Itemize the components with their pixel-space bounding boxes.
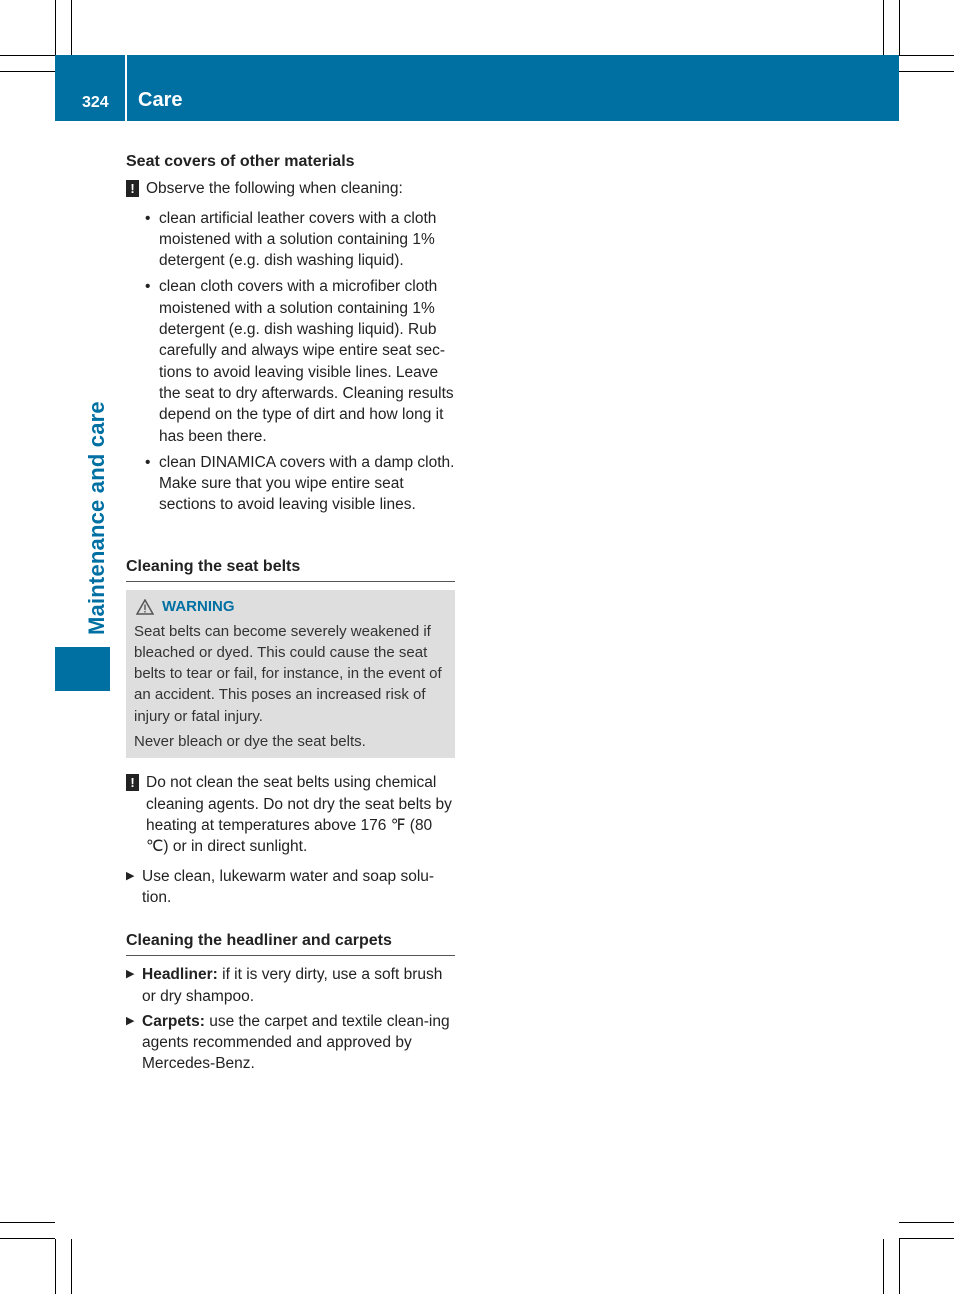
crop-mark (55, 1239, 56, 1294)
bullet-icon: • (145, 453, 151, 471)
step-body: use the carpet and textile clean-ing agents recommended and approved by Mercedes-Benz. (142, 1012, 450, 1073)
step-lead: Carpets: (142, 1012, 205, 1030)
triangle-arrow-icon: ▶ (126, 1014, 135, 1027)
warning-instruction: Never bleach or dye the seat belts. (134, 733, 366, 751)
section-seat-belts (126, 556, 455, 912)
list-item (145, 208, 455, 272)
warning-box (126, 590, 455, 758)
section-heading: Seat covers of other materials (126, 153, 355, 170)
list-item (145, 452, 455, 516)
note (126, 178, 455, 199)
crop-mark (883, 1239, 884, 1294)
step-text (142, 1011, 455, 1075)
note-text: Observe the following when cleaning: (146, 180, 403, 198)
crop-mark (0, 71, 55, 72)
crop-mark (0, 55, 55, 56)
crop-mark (883, 0, 884, 55)
step-text (142, 964, 455, 1007)
header-divider (125, 55, 127, 121)
warning-text: Seat belts can become severely weakened if bleached or dyed. This could cause the seat belts to tear or fail, for instance, in the event of an accident. This poses an increased risk of injury or fatal injury. (134, 622, 442, 725)
exclamation-icon: ! (126, 180, 139, 197)
instruction-step (126, 866, 455, 909)
crop-mark (899, 1239, 900, 1294)
list-item (145, 276, 455, 446)
list-item-text: clean DINAMICA covers with a damp cloth. Make sure that you wipe entire seat sections to avoid leaving visible lines. (159, 453, 455, 514)
crop-mark (0, 1222, 55, 1223)
crop-mark (55, 0, 56, 55)
step-body: if it is very dirty, use a soft brush or dry shampoo. (142, 966, 443, 1005)
exclamation-icon: ! (126, 774, 139, 791)
step-text: Use clean, lukewarm water and soap solu-tion. (142, 867, 435, 906)
crop-mark (899, 55, 954, 56)
note-text: Do not clean the seat belts using chemical cleaning agents. Do not dry the seat belts by heating at temperatures above 176 ℉ (80 ℃) or in direct sunlight. (146, 774, 452, 856)
crop-mark (899, 0, 900, 55)
crop-mark (899, 1222, 954, 1223)
bullet-icon: • (145, 278, 151, 296)
crop-mark (71, 0, 72, 55)
triangle-arrow-icon: ▶ (126, 869, 135, 882)
section-heading: Cleaning the seat belts (126, 556, 455, 582)
list-item-text: clean artificial leather covers with a cloth moistened with a solution containing 1% detergent (e.g. dish washing liquid). (159, 209, 437, 270)
section-headliner-carpets (126, 930, 455, 1079)
page-number: 324 (82, 94, 109, 111)
section-seat-covers (126, 151, 455, 521)
crop-mark (899, 71, 954, 72)
note (126, 772, 455, 857)
step-lead: Headliner: (142, 966, 218, 984)
crop-mark (899, 1238, 954, 1239)
side-tab-marker (55, 647, 110, 691)
list-item-text: clean cloth covers with a microfiber cloth moistened with a solution containing 1% detergent (e.g. dish washing liquid). Rub carefully and always wipe entire seat sec-tions to avoid leaving visible lines. Leave the seat to dry afterwards. Cleaning results depend on the type of dirt and how long it has been there. (159, 278, 454, 445)
warning-header (134, 596, 447, 617)
chapter-title: Care (138, 89, 183, 111)
warning-label: WARNING (162, 598, 235, 616)
bullet-list (126, 208, 455, 516)
instruction-step (126, 1011, 455, 1075)
instruction-step (126, 964, 455, 1007)
side-tab-label: Maintenance and care (84, 401, 109, 635)
crop-mark (0, 1238, 55, 1239)
triangle-arrow-icon: ▶ (126, 968, 135, 981)
warning-triangle-icon (136, 599, 154, 615)
section-heading: Cleaning the headliner and carpets (126, 930, 455, 956)
crop-mark (71, 1239, 72, 1294)
bullet-icon: • (145, 209, 151, 227)
